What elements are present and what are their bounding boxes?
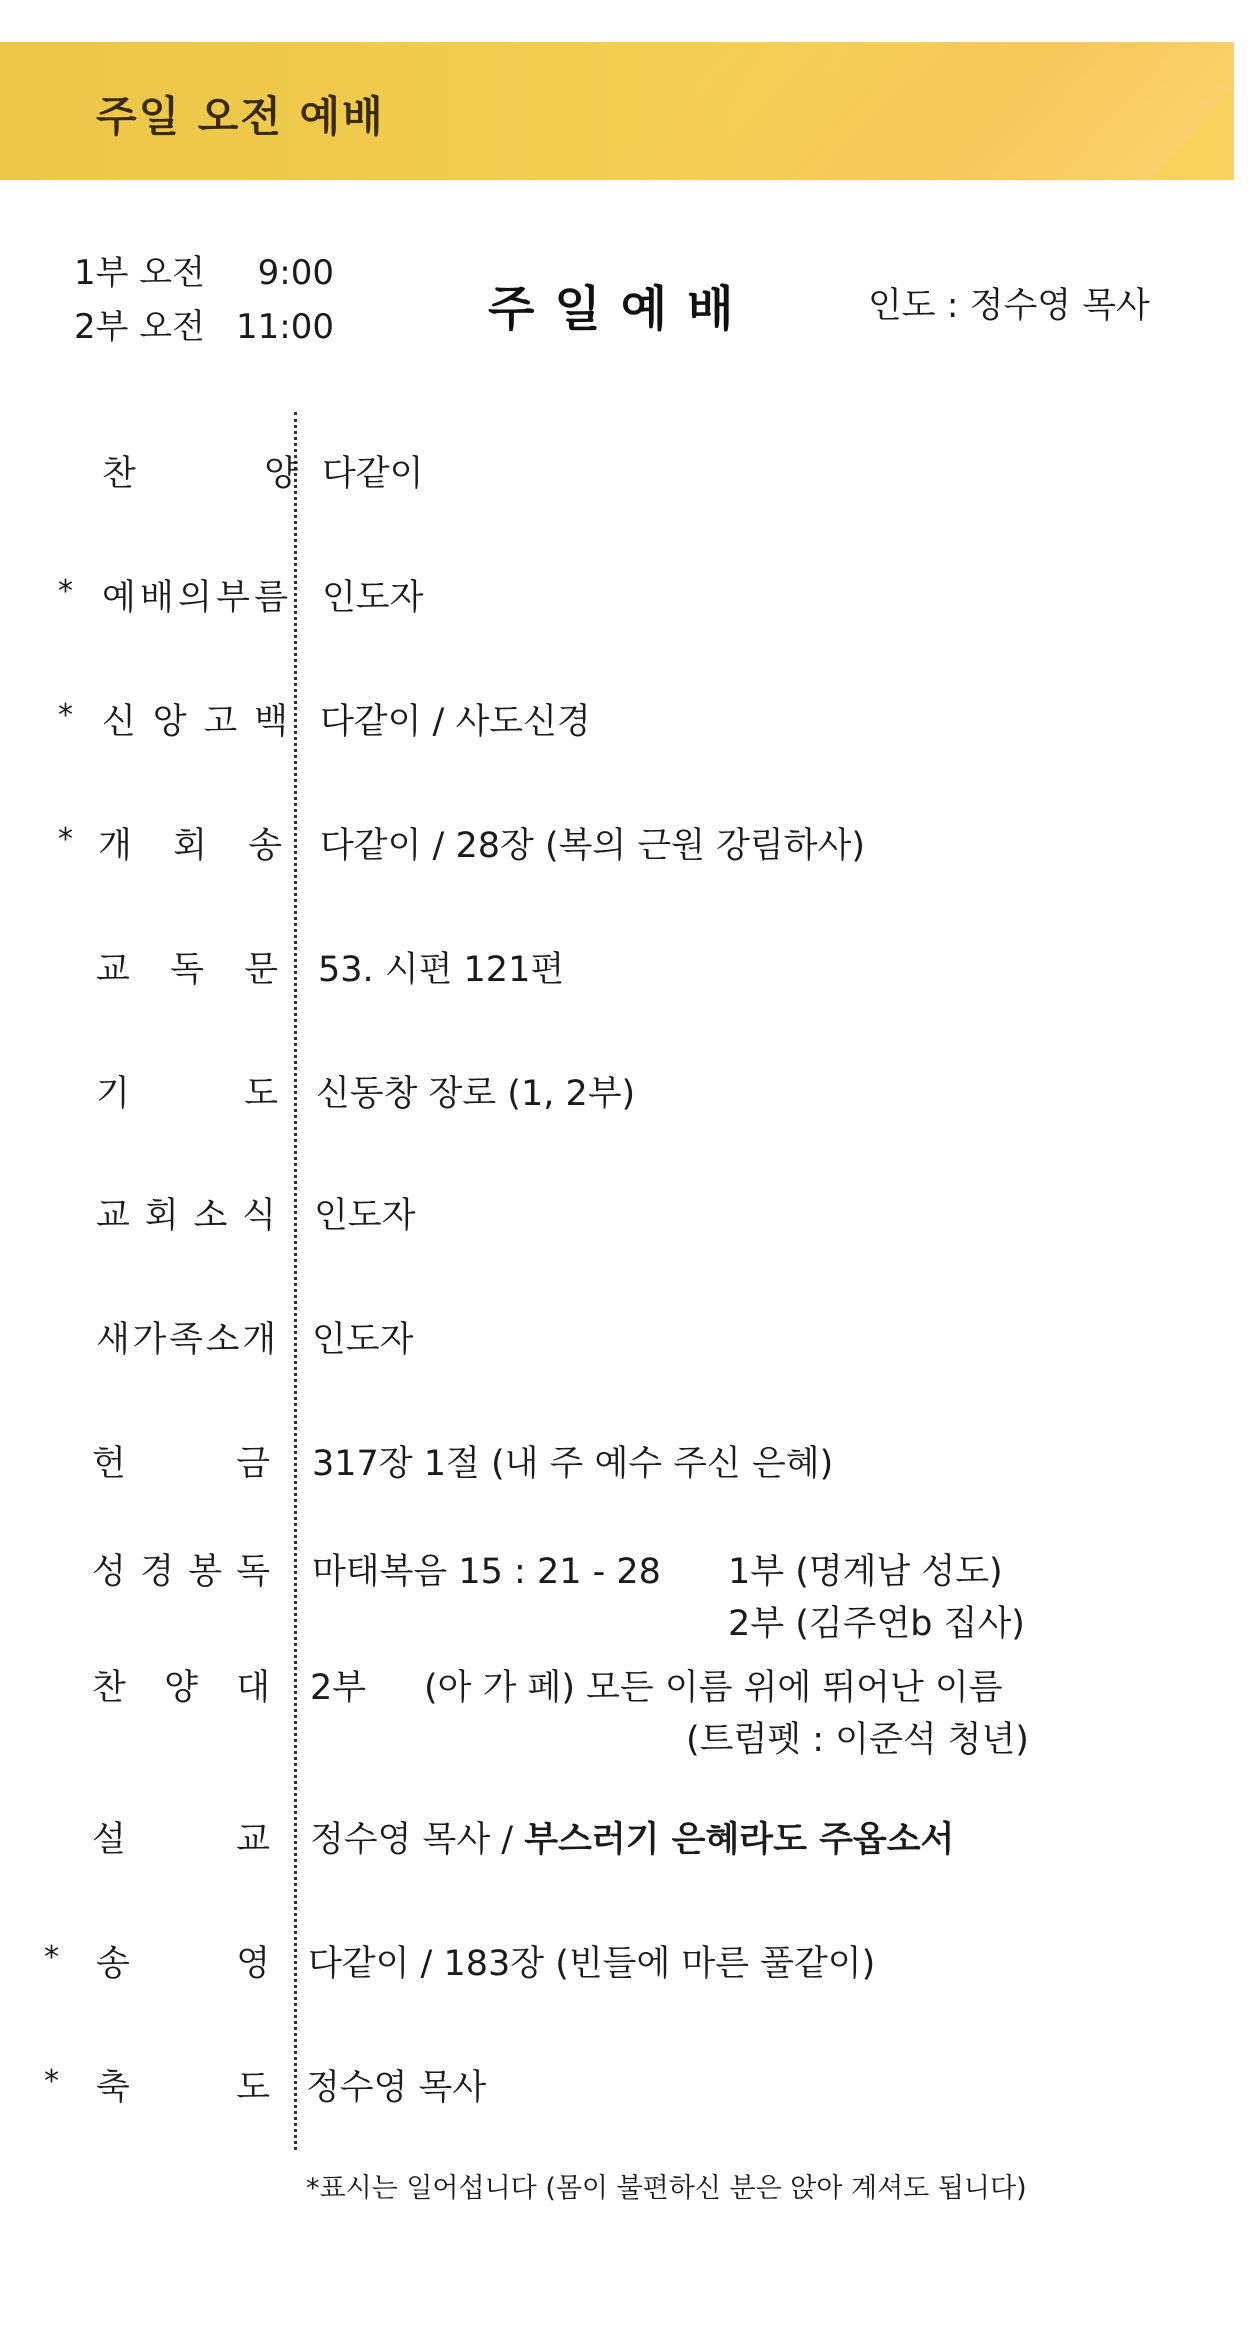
service-leader: 인도 : 정수영 목사 bbox=[868, 286, 1150, 326]
item-label bbox=[96, 942, 278, 992]
item-value-text: 다같이 bbox=[322, 454, 424, 494]
item-value bbox=[322, 570, 423, 620]
item-value-text: 신동창 장로 (1, 2부) bbox=[316, 1074, 636, 1114]
time-label: 2부 오전 bbox=[74, 307, 205, 347]
item-label-char: 양 bbox=[164, 1668, 198, 1708]
item-label bbox=[92, 1544, 270, 1594]
item-label bbox=[92, 1660, 270, 1710]
item-label-char: 설 bbox=[92, 1820, 126, 1860]
worship-item bbox=[0, 2060, 1260, 2120]
item-value-text: 다같이 / 183장 (빈들에 마른 풀같이) bbox=[308, 1944, 876, 1984]
item-label-char: 백 bbox=[254, 702, 288, 742]
item-label bbox=[102, 446, 298, 496]
item-label bbox=[102, 694, 288, 744]
item-label-char: 회 bbox=[173, 826, 207, 866]
worship-item bbox=[0, 1436, 1260, 1496]
item-label-char: 개 bbox=[242, 1320, 276, 1360]
item-label bbox=[96, 2060, 270, 2110]
worship-item bbox=[0, 1936, 1260, 1996]
item-label-char: 소 bbox=[193, 1196, 228, 1236]
worship-item bbox=[0, 818, 1260, 878]
item-label-char: 찬 bbox=[92, 1668, 126, 1708]
item-value-text: 다같이 / 28장 (복의 근원 강림하사) bbox=[320, 826, 865, 866]
item-label-char: 찬 bbox=[102, 454, 136, 494]
item-label-char: 회 bbox=[144, 1196, 179, 1236]
worship-item bbox=[0, 446, 1260, 506]
banner-stripe bbox=[590, 42, 1234, 180]
item-label-char: 금 bbox=[236, 1444, 270, 1484]
item-value-text: 인도자 bbox=[314, 1196, 416, 1236]
item-value bbox=[312, 1544, 661, 1594]
item-label bbox=[92, 1812, 270, 1862]
item-label-char: 새 bbox=[96, 1320, 130, 1360]
item-label-char: 송 bbox=[248, 826, 282, 866]
reader-first-service: 1부 (명계남 성도) bbox=[728, 1552, 1003, 1592]
reader-second-service: 2부 (김주연b 집사) bbox=[728, 1604, 1025, 1644]
standing-marker: * bbox=[44, 1940, 59, 1975]
item-label-char: 독 bbox=[236, 1552, 270, 1592]
dotted-divider bbox=[294, 412, 297, 2150]
item-value-text: 인도자 bbox=[322, 578, 424, 618]
item-value bbox=[316, 1066, 635, 1116]
item-label-char: 식 bbox=[242, 1196, 276, 1236]
worship-item bbox=[0, 1066, 1260, 1126]
item-label-char: 부 bbox=[216, 578, 250, 618]
item-label-char: 문 bbox=[244, 950, 278, 990]
item-value bbox=[312, 1436, 833, 1486]
item-label-char: 헌 bbox=[92, 1444, 126, 1484]
worship-item bbox=[0, 1188, 1260, 1248]
time-row bbox=[74, 300, 334, 354]
item-label-char: 고 bbox=[203, 702, 238, 742]
item-value bbox=[314, 1188, 415, 1238]
item-label bbox=[98, 818, 282, 868]
item-label-char: 영 bbox=[236, 1944, 270, 1984]
item-label-char: 신 bbox=[102, 702, 136, 742]
standing-marker: * bbox=[58, 698, 73, 733]
item-value bbox=[306, 2060, 486, 2110]
time-row bbox=[74, 246, 334, 300]
time-label: 1부 오전 bbox=[74, 253, 205, 293]
item-label-char: 경 bbox=[140, 1552, 174, 1592]
worship-item bbox=[0, 694, 1260, 754]
item-label bbox=[96, 1936, 270, 1986]
item-label-char: 성 bbox=[92, 1552, 126, 1592]
item-label-char: 대 bbox=[236, 1668, 270, 1708]
item-label-char: 의 bbox=[178, 578, 212, 618]
item-value bbox=[318, 942, 564, 992]
item-label bbox=[96, 1066, 278, 1116]
item-value-text: 인도자 bbox=[312, 1320, 414, 1360]
item-value-text: 정수영 목사 / bbox=[310, 1820, 525, 1860]
item-value-text: 마태복음 15 : 21 - 28 bbox=[312, 1552, 661, 1592]
standing-marker: * bbox=[58, 574, 73, 609]
sermon-title: 부스러기 은혜라도 주옵소서 bbox=[524, 1820, 955, 1860]
item-label-char: 소 bbox=[205, 1320, 240, 1360]
service-times bbox=[74, 246, 334, 354]
anthem-title: (아 가 페) 모든 이름 위에 뛰어난 이름 bbox=[424, 1668, 1003, 1708]
service-name: 주일예배 bbox=[488, 281, 754, 337]
standing-marker: * bbox=[44, 2064, 59, 2099]
item-value bbox=[320, 818, 865, 868]
worship-item bbox=[0, 942, 1260, 1002]
item-label-char: 가 bbox=[132, 1320, 167, 1360]
section-banner bbox=[0, 42, 1234, 180]
standing-marker: * bbox=[58, 822, 73, 857]
item-value bbox=[310, 1660, 366, 1710]
item-value bbox=[322, 446, 423, 496]
item-label bbox=[96, 1312, 276, 1362]
item-value-text: 53. 시편 121편 bbox=[318, 950, 565, 990]
item-value-text: 정수영 목사 bbox=[306, 2068, 487, 2108]
item-label-char: 름 bbox=[254, 578, 288, 618]
item-label-char: 기 bbox=[96, 1074, 130, 1114]
item-label-char: 독 bbox=[170, 950, 204, 990]
item-label-char: 족 bbox=[169, 1320, 203, 1360]
item-label-char: 도 bbox=[236, 2068, 270, 2108]
item-label-char: 송 bbox=[96, 1944, 130, 1984]
worship-item bbox=[0, 1544, 1260, 1644]
item-value-text: 2부 bbox=[310, 1668, 367, 1708]
section-title: 주일 오전 예배 bbox=[96, 92, 385, 141]
item-label bbox=[102, 570, 288, 620]
item-label-char: 예 bbox=[102, 578, 136, 618]
item-value bbox=[312, 1312, 413, 1362]
item-label-char: 도 bbox=[244, 1074, 278, 1114]
item-value-text: 317장 1절 (내 주 예수 주신 은혜) bbox=[312, 1444, 834, 1484]
item-label-char: 봉 bbox=[188, 1552, 222, 1592]
item-label-char: 축 bbox=[96, 2068, 130, 2108]
time-value: 9:00 bbox=[257, 253, 334, 293]
item-label-char: 양 bbox=[264, 454, 298, 494]
item-label-char: 교 bbox=[96, 1196, 130, 1236]
item-label bbox=[96, 1188, 276, 1238]
item-label-char: 교 bbox=[96, 950, 130, 990]
item-value bbox=[320, 694, 591, 744]
item-value-text: 다같이 / 사도신경 bbox=[320, 702, 591, 742]
worship-item bbox=[0, 570, 1260, 630]
footnote: *표시는 일어섭니다 (몸이 불편하신 분은 앉아 계셔도 됩니다) bbox=[306, 2173, 1027, 2204]
item-label-char: 개 bbox=[98, 826, 132, 866]
item-label-char: 앙 bbox=[152, 702, 187, 742]
item-value bbox=[308, 1936, 875, 1986]
item-label-char: 배 bbox=[140, 578, 174, 618]
anthem-soloist: (트럼펫 : 이준석 청년) bbox=[686, 1720, 1029, 1760]
worship-item bbox=[0, 1660, 1260, 1760]
worship-item bbox=[0, 1312, 1260, 1372]
item-label-char: 교 bbox=[236, 1820, 270, 1860]
time-value: 11:00 bbox=[236, 307, 334, 347]
worship-item bbox=[0, 1812, 1260, 1872]
item-label bbox=[92, 1436, 270, 1486]
item-value bbox=[310, 1812, 954, 1862]
